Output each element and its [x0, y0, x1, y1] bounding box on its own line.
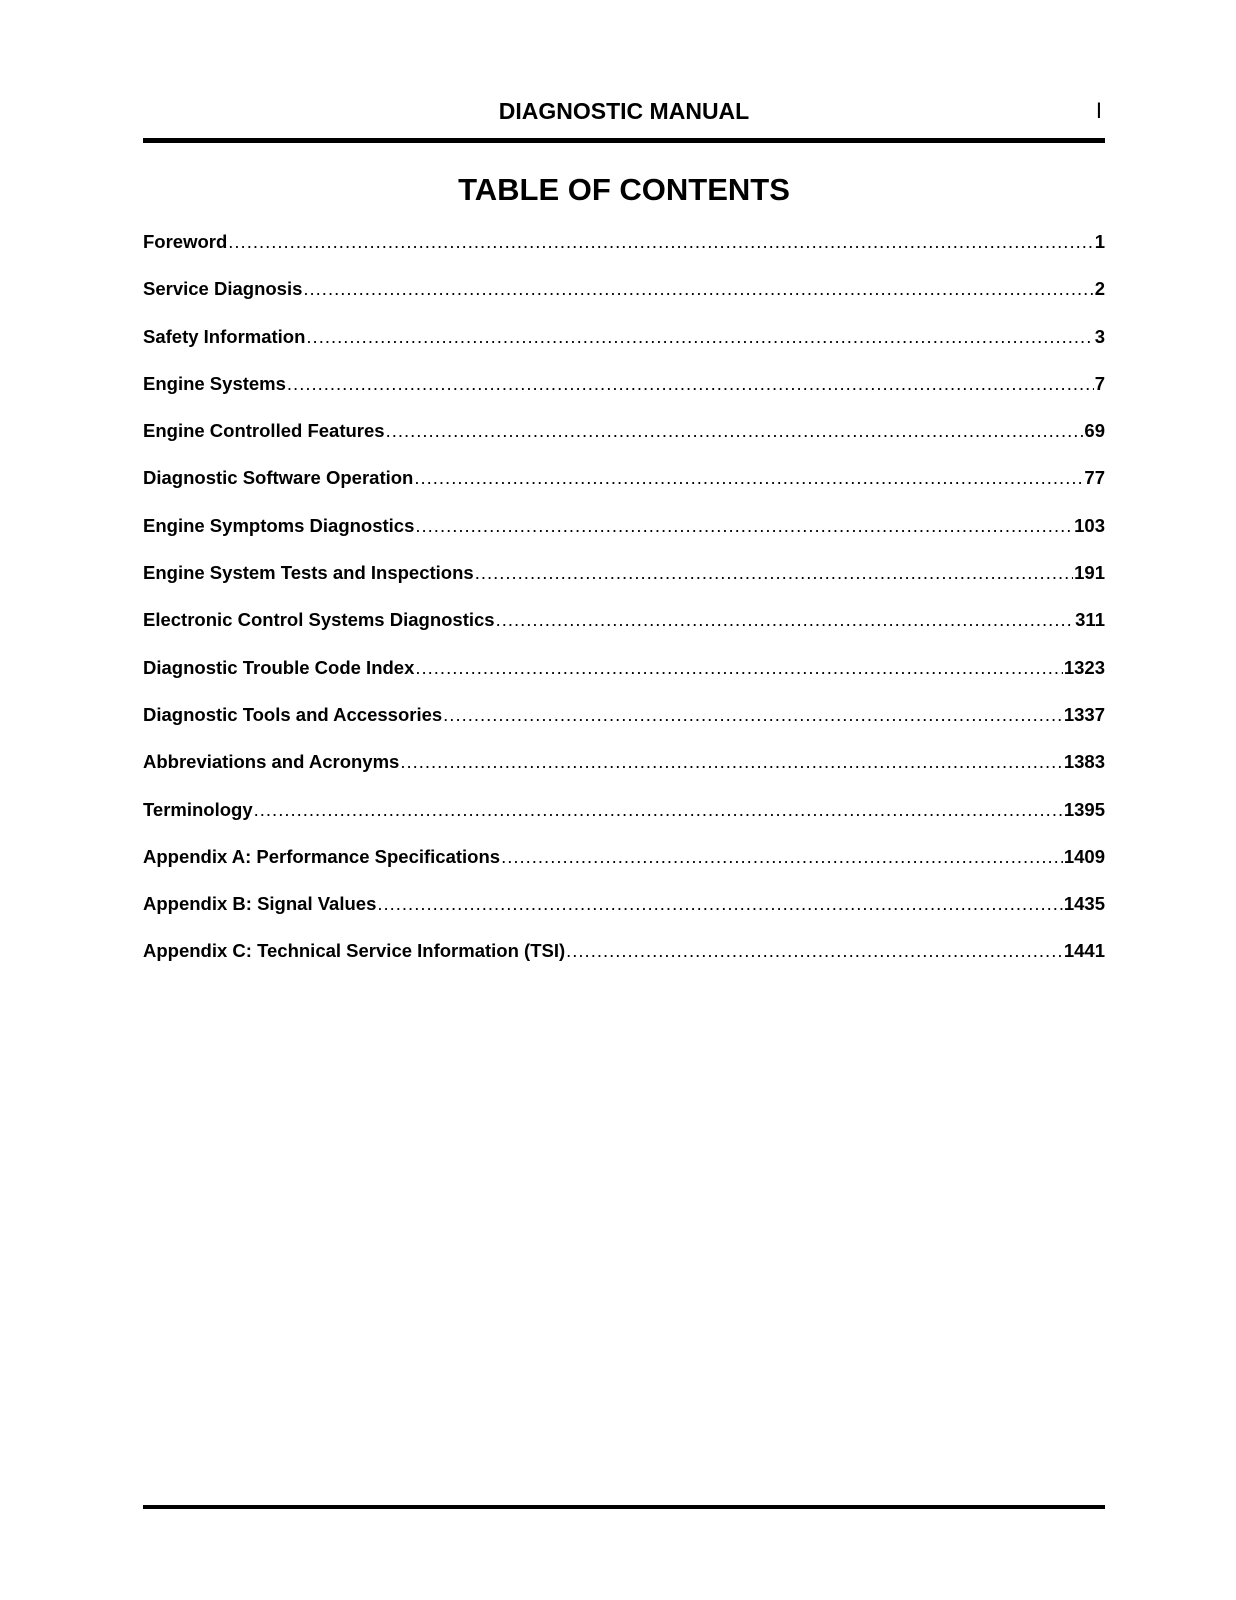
toc-entry-safety-information[interactable]	[143, 324, 1105, 371]
toc-entry-abbreviations[interactable]	[143, 749, 1105, 796]
toc-entry-page: 103	[1074, 514, 1105, 536]
toc-entry-label: Abbreviations and Acronyms	[143, 751, 400, 773]
toc-entry-page: 77	[1084, 467, 1105, 489]
toc-entry-page: 69	[1084, 420, 1105, 442]
dot-leader	[496, 607, 1075, 633]
toc-entry-label: Engine System Tests and Inspections	[143, 562, 474, 584]
toc-entry-foreword[interactable]	[143, 229, 1105, 276]
header-rule	[143, 138, 1105, 143]
dot-leader	[386, 418, 1084, 444]
toc-entry-appendix-c[interactable]	[143, 938, 1105, 985]
toc-entry-dtc-index[interactable]	[143, 655, 1105, 702]
toc-entry-diagnostic-software-operation[interactable]	[143, 465, 1105, 512]
dot-leader	[254, 797, 1063, 823]
toc-entry-page: 191	[1074, 562, 1105, 584]
dot-leader	[443, 702, 1063, 728]
toc-entry-engine-controlled-features[interactable]	[143, 418, 1105, 465]
dot-leader	[475, 560, 1073, 586]
toc-entry-engine-symptoms-diagnostics[interactable]	[143, 513, 1105, 560]
toc-entry-label: Diagnostic Tools and Accessories	[143, 703, 443, 725]
toc-entry-page: 3	[1094, 325, 1105, 347]
toc-entry-terminology[interactable]	[143, 797, 1105, 844]
toc-entry-page: 1435	[1063, 893, 1105, 915]
page-header	[143, 96, 1105, 126]
dot-leader	[303, 276, 1093, 302]
toc-entry-engine-system-tests[interactable]	[143, 560, 1105, 607]
dot-leader	[566, 938, 1063, 964]
toc-entry-label: Appendix B: Signal Values	[143, 893, 377, 915]
toc-entry-appendix-b[interactable]	[143, 891, 1105, 938]
toc-entry-engine-systems[interactable]	[143, 371, 1105, 418]
dot-leader	[228, 229, 1093, 255]
dot-leader	[415, 513, 1073, 539]
toc-entry-label: Safety Information	[143, 325, 306, 347]
toc-title: TABLE OF CONTENTS	[458, 172, 790, 207]
toc-entry-label: Service Diagnosis	[143, 278, 303, 300]
toc-entry-appendix-a[interactable]	[143, 844, 1105, 891]
toc-entry-page: 1409	[1063, 845, 1105, 867]
toc-entry-page: 2	[1094, 278, 1105, 300]
toc-entry-label: Engine Systems	[143, 372, 286, 394]
toc-entry-label: Terminology	[143, 798, 253, 820]
toc-entry-page: 1441	[1063, 940, 1105, 962]
toc-entry-page: 1323	[1063, 656, 1105, 678]
dot-leader	[414, 465, 1083, 491]
page-number: I	[1095, 98, 1102, 123]
toc-entry-label: Appendix C: Technical Service Information (TSI)	[143, 940, 566, 962]
dot-leader	[400, 749, 1063, 775]
dot-leader	[306, 324, 1093, 350]
toc-entry-page: 1	[1094, 231, 1105, 252]
toc-entry-label: Engine Symptoms Diagnostics	[143, 514, 415, 536]
dot-leader	[287, 371, 1094, 397]
toc-entry-page: 1395	[1063, 798, 1105, 820]
toc-list	[143, 229, 1105, 986]
toc-entry-label: Engine Controlled Features	[143, 420, 385, 442]
toc-entry-page: 1383	[1063, 751, 1105, 773]
toc-entry-page: 7	[1094, 372, 1105, 394]
dot-leader	[377, 891, 1062, 917]
toc-entry-page: 311	[1075, 609, 1105, 631]
dot-leader	[501, 844, 1063, 870]
toc-entry-service-diagnosis[interactable]	[143, 276, 1105, 323]
dot-leader	[415, 655, 1062, 681]
toc-entry-label: Diagnostic Trouble Code Index	[143, 656, 415, 678]
running-header-title: DIAGNOSTIC MANUAL	[498, 98, 750, 124]
toc-entry-label: Electronic Control Systems Diagnostics	[143, 609, 495, 631]
toc-entry-label: Foreword	[143, 231, 228, 252]
toc-entry-electronic-control-systems[interactable]	[143, 607, 1105, 654]
toc-entry-label: Diagnostic Software Operation	[143, 467, 414, 489]
toc-entry-label: Appendix A: Performance Specifications	[143, 845, 501, 867]
footer-rule	[143, 1505, 1105, 1509]
toc-entry-diagnostic-tools[interactable]	[143, 702, 1105, 749]
toc-entry-page: 1337	[1063, 703, 1105, 725]
